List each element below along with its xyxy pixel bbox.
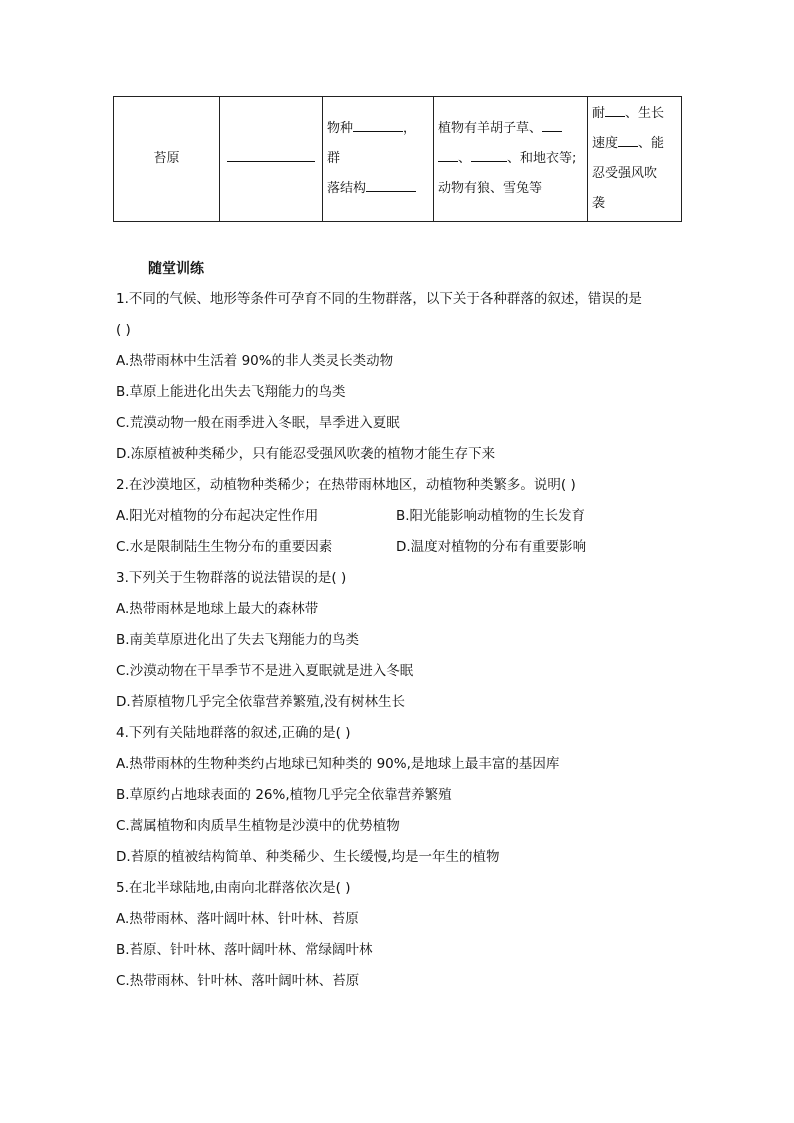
fill-blank [366,177,416,192]
option-text: B.苔原、针叶林、落叶阔叶林、常绿阔叶林 [116,942,373,958]
fill-blank [605,102,625,117]
option-text: B.阳光能影响动植物的生长发育 [396,508,586,524]
option-text: C.蒿属植物和肉质旱生植物是沙漠中的优势植物 [116,818,400,834]
community-structure-cell: 物种 ，群 落结构 [323,97,434,222]
blank-cell [220,97,323,222]
adaptation-cell: 耐 、生长 速度 、能 忍受强风吹 袭 [588,97,682,222]
option-row [116,501,696,532]
table-row [114,97,682,222]
fill-blank [471,147,507,162]
question-text: 2.在沙漠地区，动植物种类稀少；在热带雨林地区，动植物种类繁多。说明( ) [116,477,576,493]
option-text: A.热带雨林的生物种类约占地球已知种类的 90%,是地球上最丰富的基因库 [116,756,560,772]
question-text: 1.不同的气候、地形等条件可孕育不同的生物群落，以下关于各种群落的叙述，错误的是 [116,291,642,307]
option-text: B.草原上能进化出失去飞翔能力的鸟类 [116,384,346,400]
option-row [116,532,696,563]
option-text: C.荒漠动物一般在雨季进入冬眠，旱季进入夏眠 [116,415,400,431]
option-text: A.热带雨林、落叶阔叶林、针叶林、苔原 [116,911,359,927]
option-text: B.草原约占地球表面的 26%,植物几乎完全依靠营养繁殖 [116,787,452,803]
fill-blank [618,132,638,147]
option-text: C.热带雨林、针叶林、落叶阔叶林、苔原 [116,973,360,989]
option-text: A.热带雨林中生活着 90%的非人类灵长类动物 [116,353,394,369]
question-text: 4.下列有关陆地群落的叙述,正确的是( ) [116,725,351,741]
fill-blank [227,147,315,162]
fill-blank [542,117,562,132]
section-heading: 随堂训练 [148,261,204,277]
option-text: C.水是限制陆生生物分布的重要因素 [116,539,333,555]
option-text: D.苔原的植被结构简单、种类稀少、生长缓慢,均是一年生的植物 [116,849,500,865]
option-text: D.苔原植物几乎完全依靠营养繁殖,没有树林生长 [116,694,405,710]
fill-blank [353,117,403,132]
species-cell: 植物有羊胡子草、 、 、和地衣等; 动物有狼、雪兔等 [434,97,588,222]
option-text: C.沙漠动物在干旱季节不是进入夏眠就是进入冬眠 [116,663,414,679]
option-text: A.热带雨林是地球上最大的森林带 [116,601,319,617]
biome-table [113,96,682,222]
option-text: A.阳光对植物的分布起决定性作用 [116,508,319,524]
biome-name: 苔原 [153,151,180,166]
question-text: 5.在北半球陆地,由南向北群落依次是( ) [116,880,351,896]
fill-blank [438,147,458,162]
option-text: D.冻原植被种类稀少，只有能忍受强风吹袭的植物才能生存下来 [116,446,496,462]
option-text: D.温度对植物的分布有重要影响 [396,539,587,555]
option-text: B.南美草原进化出了失去飞翔能力的鸟类 [116,632,360,648]
answer-bracket: ( ) [116,322,131,338]
practice-section [116,254,696,997]
question-text: 3.下列关于生物群落的说法错误的是( ) [116,570,347,586]
biome-name-cell [114,97,220,222]
